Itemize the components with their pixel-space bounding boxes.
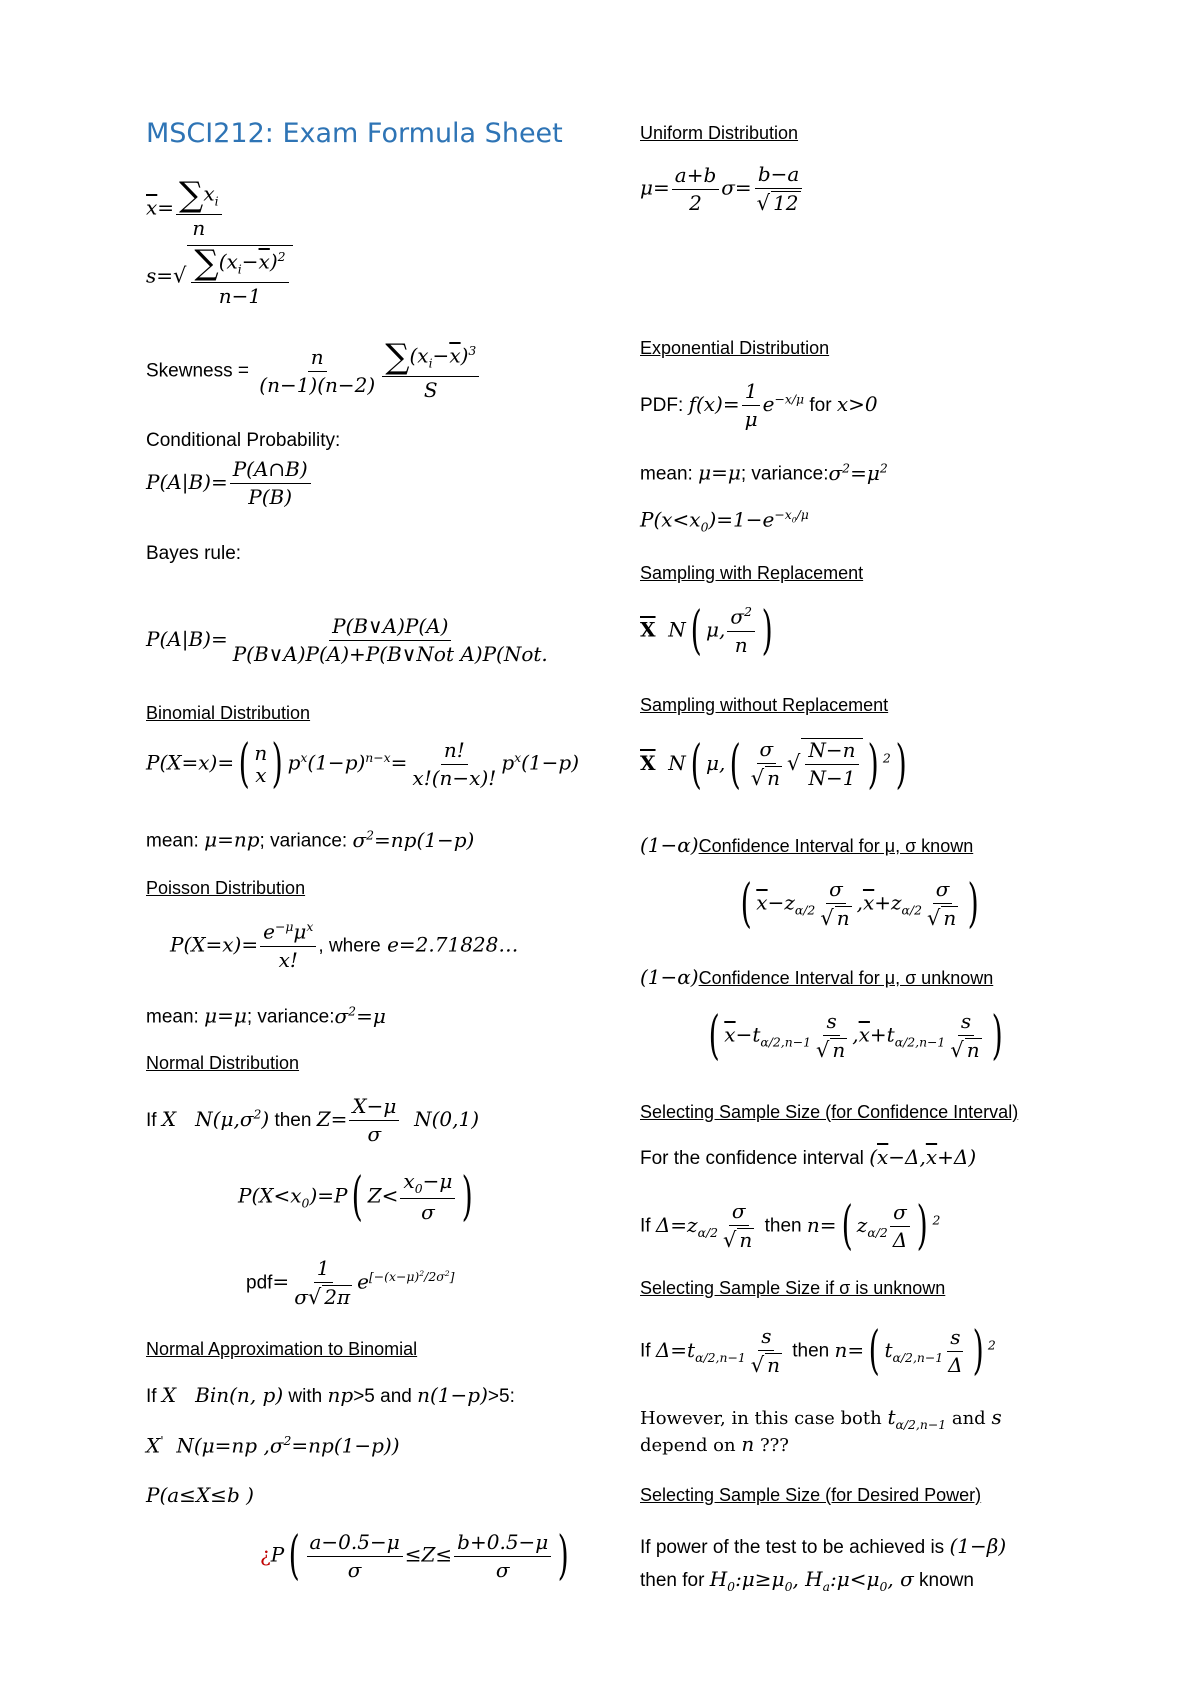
poisson-formula: P(X=x)= $\frac{e^{-\mu}\mu^x}{x!}$ , where e=2.71828… [170,919,519,972]
sample-size-ci-formula: If $\Delta=z_{\alpha/2}$ $\frac{\sigma}{√ n}$ then n=( $z_{\alpha/2}$ $\frac{\sigma}{\Delta}$ ) $^2$ [640,1196,941,1257]
page-title: MSCI212: Exam Formula Sheet [146,118,563,149]
poisson-heading: Poisson Distribution [146,878,306,898]
binomial-formula: P(X=x)=( n x ) $p^x(1-p)^{n-x}=$ $\frac{n!}{x!(n-x)!}$ $p^x(1-p)$ [146,734,580,794]
uniform-formula: μ= $\frac{a+b}{2}$ σ= $\frac{b-a}{√ 12}$ [640,163,806,215]
sample-size-ci-text: For the confidence interval $(\overline{x}-\Delta,\overline{x}+\Delta)$ [640,1145,977,1169]
sample-size-power-text: If power of the test to be achieved is (1−β) then for $H_0:\mu\ge\mu_0$, $H_a:\mu<\mu_0$, σ known [640,1534,1007,1595]
normal-heading: Normal Distribution [146,1053,300,1073]
uniform-heading: Uniform Distribution [640,123,799,143]
exponential-cdf: $P(x<x_0)=1-e^{-x_0/\mu}$ [640,507,809,535]
normal-pdf-formula: pdf= $\frac{1}{\sigma√ 2\pi}$ e[−(x−μ)2/2σ2] [246,1256,455,1309]
bayes-rule-label: Bayes rule: [146,543,242,564]
ci-known-heading: Confidence Interval for μ, σ known [698,836,974,856]
exponential-pdf: PDF: f(x)= $\frac{1}{\mu}$ $e^{-x/\mu}$ for x>0 [640,379,878,431]
ci-known-heading-row: (1−α)Confidence Interval for μ, σ known [640,833,974,857]
however-note: However, in this case both $t_{\alpha/2,n-1}$ and s depend on n ??? [640,1405,1002,1456]
sampling-without-formula: $\overline{X}$ N( μ,( $\frac{\sigma}{√ n}$ √ $\frac{N-n}{N-1}$ ) $^2$) [640,734,907,795]
poisson-moments: mean: μ=μ; $variance:\sigma^2=\mu$ [146,1003,386,1028]
sample-sd-formula: s=√ $\frac{\sum(x_i-\overline{x})^2}{n-1}$ [146,245,293,308]
conditional-probability-formula: P(A|B)= $\frac{P(A\cap B)}{P(B)}$ [146,458,313,509]
ci-known-formula: ( $\overline{x}-z_{\alpha/2}$ $\frac{\sigma}{√ n}$ $,\overline{x}+z_{\alpha/2}$ $\frac{\sigma}{√ n}$ ) [740,874,979,935]
normal-approx-distribution: X' N(μ=np $,\sigma^2=np(1-p)$) [146,1433,400,1458]
binomial-heading: Binomial Distribution [146,703,311,723]
normal-standardization: If X $N(\mu,\sigma^2)$ then Z= $\frac{X-\mu}{\sigma}$ N(0,1) [146,1094,480,1146]
normal-cdf-formula: $P(X<x_0)=P$( Z< $\frac{x_0-\mu}{\sigma}$ ) [238,1167,474,1228]
normal-approx-interval: P(a≤X≤b ) [146,1483,254,1507]
binomial-moments: mean: μ=np; variance: $\sigma^2=np(1-p)$ [146,827,475,852]
conditional-probability-label: Conditional Probability: [146,430,341,451]
skewness-formula: Skewness = $\frac{n}{(n-1)(n-2)}$ $\frac{\sum(x_i-\overline{x})^3}{S}$ [146,340,481,402]
skewness-label: Skewness = [146,360,249,382]
normal-approx-heading: Normal Approximation to Binomial [146,1339,418,1359]
sampling-with-formula: $\overline{X}$ N( μ, $\frac{\sigma^2}{n}$ ) [640,601,773,661]
normal-approx-continuity-formula: ¿P( $\frac{a-0.5-\mu}{\sigma}$ ≤Z≤ $\frac{b+0.5-\mu}{\sigma}$ ) [260,1526,570,1586]
ci-unknown-formula: ( $\overline{x}-t_{\alpha/2,n-1}$ $\frac{s}{√ n}$ $,\overline{x}+t_{\alpha/2,n-1}$ $\frac{s}{√ n}$ ) [708,1006,1003,1067]
sample-size-unknown-heading: Selecting Sample Size if σ is unknown [640,1278,946,1298]
sample-mean-formula: $\overline{x}=$ $\frac{\sum x_i}{n}$ [146,178,224,240]
ci-unknown-heading-row: (1−α)Confidence Interval for μ, σ unknown [640,965,994,989]
sampling-with-heading: Sampling with Replacement [640,563,864,583]
sample-size-ci-heading: Selecting Sample Size (for Confidence Interval) [640,1102,1019,1122]
normal-approx-condition: If X Bin(n, p) with np>5 and n(1−p)>5: [146,1383,515,1407]
exponential-heading: Exponential Distribution [640,338,830,358]
ci-unknown-heading: Confidence Interval for μ, σ unknown [698,968,994,988]
sample-size-power-heading: Selecting Sample Size (for Desired Power) [640,1485,982,1505]
exponential-moments: mean: μ=μ; $variance:\sigma^2=\mu^2$ [640,460,888,485]
sampling-without-heading: Sampling without Replacement [640,695,889,715]
sample-size-unknown-formula: If $\Delta=t_{\alpha/2,n-1}$ $\frac{s}{√ n}$ then n=( $t_{\alpha/2,n-1}$ $\frac{s}{\Delta}$ ) $^2$ [640,1321,996,1382]
bayes-rule-formula: P(A|B)= $\frac{P(B\vee A)P(A)}{\text{P(B∨A)P(A)+P(B∨Not A)P(Not.}}$ [146,614,548,666]
